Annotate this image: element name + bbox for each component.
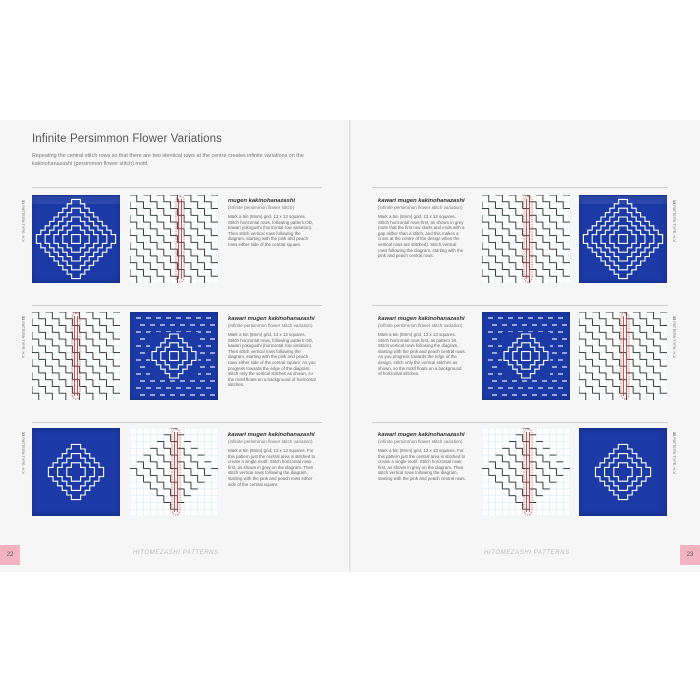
sashiko-photo: [32, 195, 120, 283]
pattern-side-label: [21, 200, 25, 242]
pattern-heading: kawari mugen kakinohanazashi: [378, 432, 465, 438]
divider: [32, 187, 322, 188]
pattern-description: [378, 198, 466, 259]
pattern-heading: kawari mugen kakinohanazashi: [228, 316, 315, 322]
pattern-type: PATTERN TYPE: H-V: [672, 437, 676, 475]
intro-paragraph: Repeating the central stitch rows so that there are two identical rows at the centre creates infinite variations on the kakinohanazashi (persimmon flower stitch) motif.: [32, 153, 304, 167]
running-head-right: HITOMEZASHI PATTERNS: [484, 550, 570, 556]
pattern-number: 32: [21, 316, 25, 321]
pattern-type: PATTERN TYPE: H-V: [672, 321, 676, 359]
stitch-diagram: [32, 312, 120, 400]
divider: [372, 305, 668, 306]
pattern-description: [378, 432, 466, 482]
sashiko-photo: [130, 312, 218, 400]
pattern-subheading: (infinite persimmon flower stitch variation): [378, 439, 463, 444]
pattern-number: 36: [672, 432, 676, 437]
pattern-number: 31: [21, 200, 25, 205]
pattern-type: PATTERN TYPE: H-V: [21, 437, 25, 475]
stitch-diagram: [482, 428, 570, 516]
pattern-subheading: (infinite persimmon flower stitch): [228, 205, 294, 210]
pattern-description: [228, 198, 316, 248]
page-number-right: 23: [680, 545, 700, 565]
pattern-side-label: [21, 316, 25, 358]
running-head-left: HITOMEZASHI PATTERNS: [133, 550, 219, 556]
pattern-number: 35: [672, 316, 676, 321]
pattern-side-label: [672, 200, 676, 242]
divider: [372, 422, 668, 423]
pattern-instructions: Mark a 5in (8mm) grid, 13 x 13 squares. For this pattern just the central area is stitched to create a single motif. Stitch horizontal rows first, as shown in grey on the diagram. Then stitch vertical rows following the diagram, starting with the pink and peach rows either side of the central square.: [228, 448, 316, 487]
pattern-heading: kawari mugen kakinohanazashi: [378, 316, 465, 322]
pattern-heading: mugen kakinohanazashi: [228, 198, 296, 204]
pattern-instructions: Mark a 5in (8mm) grid, 13 x 13 squares. Stitch horizontal rows first, as pattern 34. Stitch vertical rows following the diagram, starting with the pink and peach central rows. As you progress towards the edge of the design, stitch only the vertical stitches as shown, so the motif floats on a background of horizontal stitches.: [378, 332, 466, 377]
sashiko-photo: [579, 428, 667, 516]
pattern-side-label: [672, 432, 676, 474]
stitch-diagram: [482, 195, 570, 283]
pattern-instructions: Mark a 5in (8mm) grid, 13 x 13 squares. Stitch horizontal rows first, as shown in grey (note that the first row starts and ends with a gap rather than a stitch, and this makes a cross at the centre of the design when the vertical rows are stitched). Stitch vertical rows following the diagram, starting with the pink and peach central rows.: [378, 214, 465, 259]
pattern-type: PATTERN TYPE: H-V: [21, 205, 25, 243]
pattern-description: [378, 316, 466, 377]
pattern-heading: kawari mugen kakinohanazashi: [378, 198, 465, 204]
stitch-diagram: [130, 428, 218, 516]
pattern-side-label: [672, 316, 676, 358]
pattern-type: PATTERN TYPE: H-V: [672, 205, 676, 243]
pattern-subheading: (infinite persimmon flower stitch variation): [378, 205, 463, 210]
divider: [372, 187, 668, 188]
stitch-diagram: [130, 195, 218, 283]
divider: [32, 305, 322, 306]
pattern-number: 34: [672, 200, 676, 205]
pattern-number: 33: [21, 432, 25, 437]
book-gutter: [349, 120, 351, 572]
sashiko-photo: [579, 195, 667, 283]
pattern-side-label: [21, 432, 25, 474]
sashiko-photo: [32, 428, 120, 516]
pattern-subheading: (infinite persimmon flower stitch variation): [228, 439, 313, 444]
pattern-heading: kawari mugen kakinohanazashi: [228, 432, 315, 438]
stitch-diagram: [579, 312, 667, 400]
divider: [32, 422, 322, 423]
pattern-instructions: Mark a 5in (8mm) grid, 13 x 13 squares. Stitch horizontal rows, following pattern OD, kawari yokogushi (horizontal row variation). Then stitch vertical rows following the diagram, starting with the pink and peach rows either side of the central square.: [228, 214, 314, 247]
pattern-subheading: (infinite persimmon flower stitch variation): [228, 323, 313, 328]
pattern-description: [228, 432, 316, 487]
pattern-type: PATTERN TYPE: H-V: [21, 321, 25, 359]
pattern-subheading: (infinite persimmon flower stitch variation): [378, 323, 463, 328]
page-title: Infinite Persimmon Flower Variations: [32, 133, 223, 145]
pattern-instructions: Mark a 5in (8mm) grid, 13 x 13 squares. For this pattern just the central area is stitched to create a single motif. Stitch horizontal rows first, as shown in grey on the diagram. Then stitch vertical rows following the diagram, starting with the pink and peach central rows.: [378, 448, 466, 481]
pattern-description: [228, 316, 316, 388]
page-number-left: 22: [0, 545, 20, 565]
pattern-instructions: Mark a 5in (8mm) grid, 13 x 13 squares. Stitch horizontal rows, following pattern OD, kawari yokogushi (horizontal row variation). Then stitch vertical rows following the diagram, starting with the pink and peach rows either side of the central square. As you progress towards the edge of the diagram, stitch only the vertical stitches as shown, so the motif floats on a background of horizontal stitches.: [228, 332, 316, 388]
sashiko-photo: [482, 312, 570, 400]
